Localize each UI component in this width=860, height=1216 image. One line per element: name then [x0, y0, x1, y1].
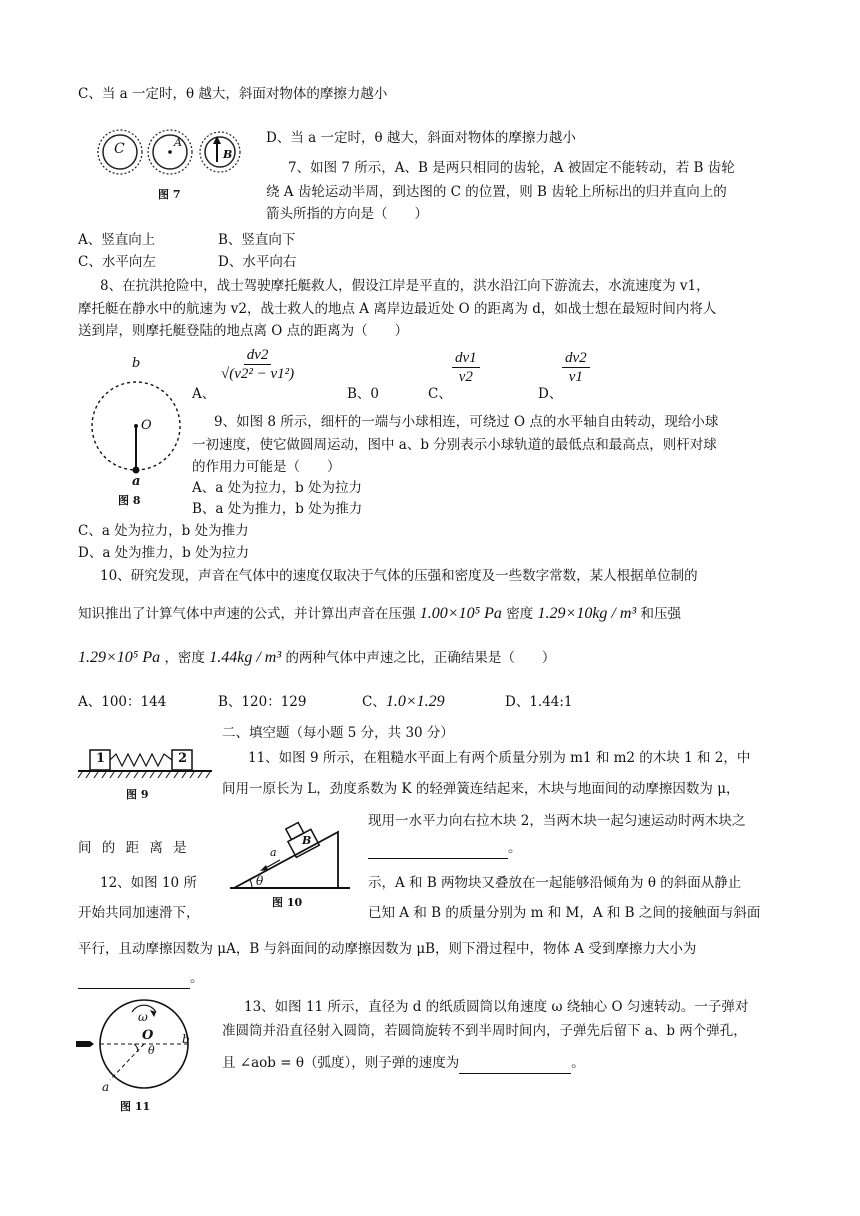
q13-line-3-text: 且 ∠aob = θ（弧度），则子弹的速度为 [222, 1055, 460, 1071]
q11-line-4: 间 的 距 离 是 [78, 840, 190, 856]
section-2-heading: 二、填空题（每小题 5 分，共 30 分） [222, 725, 454, 741]
q7-option-a: A、竖直向上 [78, 232, 156, 248]
q9-option-d: D、a 处为推力，b 处为拉力 [78, 545, 250, 561]
figure-8-caption: 图 8 [118, 494, 141, 507]
q10-option-c [362, 692, 445, 712]
q12-line-2a: 开始共同加速滑下， [78, 905, 200, 921]
q7-line-2: 绕 A 齿轮运动半周，到达图的 C 的位置，则 B 齿轮上所标出的归并直向上的 [266, 184, 727, 200]
figure-11-label-o: O [142, 1028, 154, 1043]
q8-option-c-denominator: v2 [458, 369, 473, 385]
q9-line-3: 的作用力可能是（ ） [192, 459, 341, 475]
q6-option-c: C、当 a 一定时，θ 越大，斜面对物体的摩擦力越小 [78, 86, 388, 102]
q9-option-b: B、a 处为推力，b 处为推力 [192, 501, 363, 517]
q8-option-d-numerator: dv2 [562, 349, 590, 368]
figure-9-block-1: 1 [96, 751, 106, 766]
q12-line-3: 平行，且动摩擦因数为 μA，B 与斜面间的动摩擦因数为 μB，则下滑过程中，物体 A 受到摩擦力大小为 [78, 941, 697, 957]
q12-line-1b: 示，A 和 B 两物块又叠放在一起能够沿倾角为 θ 的斜面从静止 [368, 875, 742, 891]
figure-8-label-o: O [141, 418, 152, 433]
q13-line-3 [222, 1053, 585, 1074]
q12-line-2b: 已知 A 和 B 的质量分别为 m 和 M，A 和 B 之间的接触面与斜面 [368, 905, 761, 921]
q7-line-1: 7、如图 7 所示，A、B 是两只相同的齿轮，A 被固定不能转动，若 B 齿轮 [288, 160, 735, 176]
q10-line-3-text-a: ，密度 [164, 650, 205, 666]
q10-density-1: 1.29×10kg / m³ [537, 605, 637, 622]
figure-7-caption: 图 7 [158, 188, 181, 201]
figure-11-label-a: a [102, 1080, 110, 1094]
figure-8-label-b: b [132, 356, 141, 371]
q10-line-3 [78, 648, 555, 668]
figure-8-label-a: a [132, 474, 141, 489]
q8-line-3: 送到岸，则摩托艇登陆的地点离 O 点的距离为（ ） [78, 323, 409, 339]
figure-9-caption: 图 9 [126, 788, 149, 801]
q8-option-d-fraction [562, 349, 590, 386]
q11-line-2: 间用一原长为 L，劲度系数为 K 的轻弹簧连结起来，木块与地面间的动摩擦因数为 μ， [222, 781, 740, 797]
figure-11-cylinder [70, 992, 198, 1118]
q13-line-2: 准圆筒并沿直径射入圆筒，若圆筒旋转不到半周时间内，子弹先后留下 a、b 两个弹孔， [222, 1023, 747, 1039]
q12-answer-blank[interactable] [78, 968, 190, 989]
q10-pressure-2: 1.29×10⁵ Pa [78, 649, 161, 666]
q7-option-c: C、水平向左 [78, 254, 156, 270]
q9-option-a: A、a 处为拉力，b 处为拉力 [192, 480, 363, 496]
q10-line-3-text-b: 的两种气体中声速之比，正确结果是（ ） [285, 650, 556, 666]
q11-answer-blank[interactable] [368, 838, 508, 859]
q9-line-2: 一初速度，使它做圆周运动，图中 a、b 分别表示小球轨道的最低点和最高点，则杆对球 [192, 437, 717, 453]
q8-option-c-label: C、 [428, 386, 452, 402]
q10-option-c-label: C、 [362, 694, 386, 710]
q8-option-d-label: D、 [538, 386, 563, 402]
q7-line-3: 箭头所指的方向是（ ） [266, 206, 428, 222]
q8-option-a-label: A、 [192, 386, 216, 402]
figure-10-caption: 图 10 [272, 896, 303, 909]
q8-option-d-denominator: v1 [568, 369, 583, 385]
q9-line-1: 9、如图 8 所示，细杆的一端与小球相连，可绕过 O 点的水平轴自由转动，现给小球 [214, 414, 719, 430]
q8-option-c-fraction [452, 349, 480, 386]
q8-option-a-fraction [218, 346, 297, 383]
q9-option-c: C、a 处为拉力，b 处为推力 [78, 523, 249, 539]
q13-line-3-end: 。 [571, 1055, 585, 1071]
q11-line-3: 现用一水平力向右拉木块 2，当两木块一起匀速运动时两木块之 [368, 813, 746, 829]
gear-label-a: A [174, 136, 182, 149]
figure-7-gears [92, 124, 242, 204]
q10-line-2-text-c: 和压强 [640, 606, 682, 622]
q10-line-2 [78, 604, 681, 624]
q10-option-b: B、120：129 [218, 694, 307, 710]
q6-option-d: D、当 a 一定时，θ 越大，斜面对物体的摩擦力越小 [266, 130, 576, 146]
figure-11-label-omega: ω [138, 1010, 148, 1024]
q8-option-a-denominator: √(v2² − v1²) [221, 366, 295, 382]
q7-option-d: D、水平向右 [218, 254, 297, 270]
figure-11-caption: 图 11 [120, 1100, 151, 1113]
q10-option-c-value: 1.0×1.29 [385, 693, 445, 710]
q11-answer-line: 。 [368, 838, 522, 859]
gear-label-b: B [223, 148, 233, 161]
figure-9-spring-blocks [76, 742, 216, 804]
figure-11-label-b: b [182, 1032, 190, 1046]
figure-10-label-b: B [302, 834, 312, 847]
q10-line-2-text-b: 密度 [506, 606, 534, 622]
figure-11-label-theta: θ [148, 1044, 155, 1057]
figure-10-label-theta: θ [256, 874, 264, 888]
q8-option-c-numerator: dv1 [452, 349, 480, 368]
figure-10-incline [226, 816, 354, 912]
figure-9-block-2: 2 [178, 751, 188, 766]
figure-10-label-a: a [270, 846, 277, 859]
figure-8-circle [88, 342, 188, 512]
q12-line-1a: 12、如图 10 所 [100, 875, 197, 891]
q8-line-2: 摩托艇在静水中的航速为 v2，战士救人的地点 A 离岸边最近处 O 的距离为 d，如战士想在最短时间内将人 [78, 301, 717, 317]
q10-density-2: 1.44kg / m³ [209, 649, 282, 666]
q8-line-1: 8、在抗洪抢险中，战士驾驶摩托艇救人，假设江岸是平直的，洪水沿江向下游流去，水流速度为 v1， [100, 278, 710, 294]
q10-option-d: D、1.44:1 [505, 694, 573, 710]
gear-label-c: C [114, 141, 125, 157]
q13-line-1: 13、如图 11 所示，直径为 d 的纸质圆筒以角速度 ω 绕轴心 O 匀速转动。一子弹对 [244, 999, 749, 1015]
q8-option-b: B、0 [347, 386, 380, 402]
q11-line-1: 11、如图 9 所示，在粗糙水平面上有两个质量分别为 m1 和 m2 的木块 1 和 2，中 [248, 750, 751, 766]
q10-line-2-text-a: 知识推出了计算气体中声速的公式，并计算出声音在压强 [78, 606, 416, 622]
q10-pressure-1: 1.00×10⁵ Pa [419, 605, 502, 622]
q7-option-b: B、竖直向下 [218, 232, 296, 248]
q12-answer-line: 。 [78, 968, 204, 989]
q8-option-a-numerator: dv2 [244, 346, 272, 365]
q10-line-1: 10、研究发现，声音在气体中的速度仅取决于气体的压强和密度及一些数字常数，某人根据单位制的 [100, 568, 698, 584]
q13-answer-blank[interactable] [459, 1053, 571, 1074]
q10-option-a: A、100：144 [78, 694, 167, 710]
